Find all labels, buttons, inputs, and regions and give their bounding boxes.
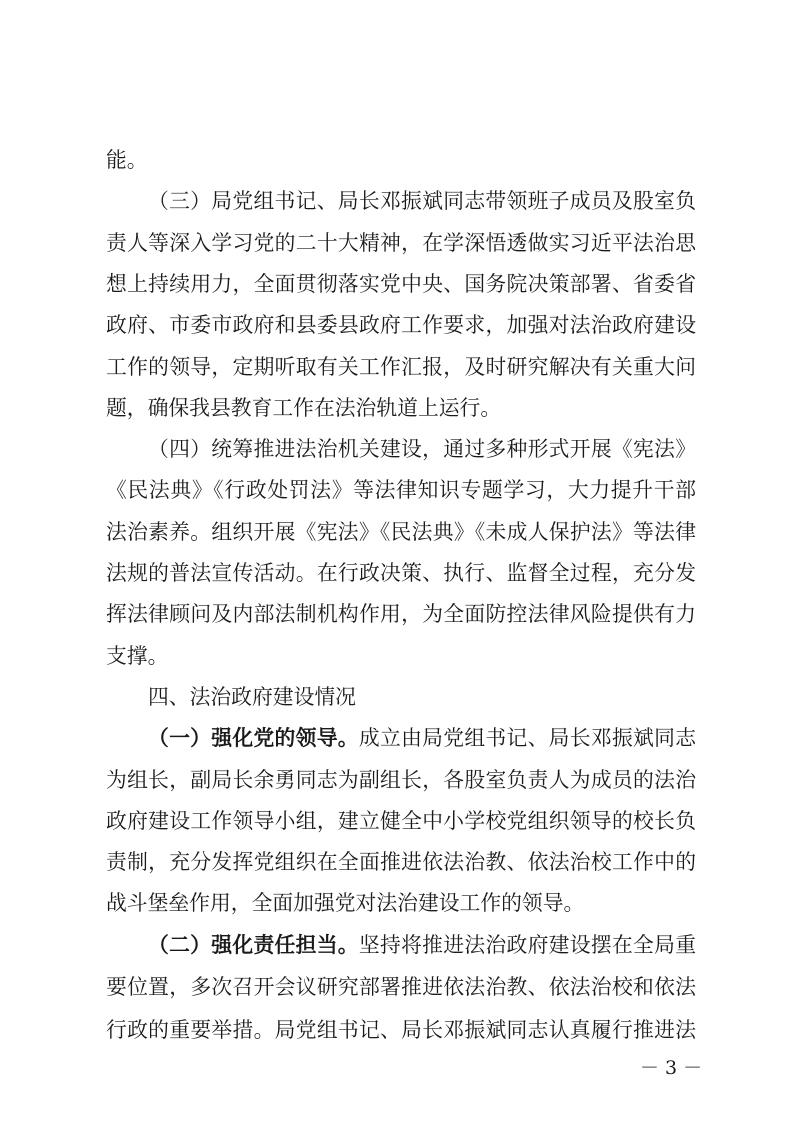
paragraph-line: 法规的普法宣传活动。在行政决策、执行、监督全过程，充分发 — [106, 561, 696, 585]
paragraph-line: 责制，充分发挥党组织在全面推进依法治教、依法治校工作中的 — [106, 850, 696, 875]
paragraph-line: 工作的领导，定期听取有关工作汇报，及时研究解决有关重大问 — [106, 354, 696, 379]
paragraph-line: 要位置，多次召开会议研究部署推进依法治教、依法治校和依法 — [106, 975, 696, 999]
paragraph-line — [148, 718, 696, 758]
paragraph-line: 挥法律顾问及内部法制机构作用，为全面防控法律风险提供有力 — [106, 602, 696, 627]
paragraph-line: 战斗堡垒作用，全面加强党对法治建设工作的领导。 — [106, 891, 585, 916]
paragraph-line-text: 成立由局党组书记、局长邓振斌同志 — [358, 726, 697, 751]
paragraph-line: 《民法典》《行政处罚法》等法律知识专题学习，大力提升干部 — [106, 478, 696, 503]
paragraph-line: 题，确保我县教育工作在法治轨道上运行。 — [106, 395, 502, 420]
paragraph-line: 责人等深入学习党的二十大精神，在学深悟透做实习近平法治思 — [106, 230, 696, 255]
section-heading: 四、法治政府建设情况 — [148, 684, 356, 709]
paragraph-line: 行政的重要举措。局党组书记、局长邓振斌同志认真履行推进法 — [106, 1018, 696, 1042]
paragraph-line: 能。 — [106, 148, 148, 172]
paragraph-line — [148, 925, 696, 965]
paragraph-line: 法治素养。组织开展《宪法》《民法典》《未成人保护法》等法律 — [106, 519, 696, 544]
paragraph-line: （三）局党组书记、局长邓振斌同志带领班子成员及股室负 — [148, 189, 696, 214]
paragraph-bold-lead: （一）强化党的领导。 — [148, 726, 359, 751]
paragraph-bold-lead: （二）强化责任担当。 — [148, 932, 359, 957]
page-number: － 3 － — [640, 1057, 703, 1079]
paragraph-line: 政府、市委市政府和县委县政府工作要求，加强对法治政府建设 — [106, 313, 696, 338]
paragraph-line: 想上持续用力，全面贯彻落实党中央、国务院决策部署、省委省 — [106, 271, 696, 296]
paragraph-line: 支撑。 — [106, 643, 169, 668]
paragraph-line: 为组长，副局长余勇同志为副组长，各股室负责人为成员的法治 — [106, 767, 696, 792]
paragraph-line-text: 坚持将推进法治政府建设摆在全局重 — [358, 932, 697, 957]
paragraph-line: （四）统筹推进法治机关建设，通过多种形式开展《宪法》 — [148, 437, 696, 462]
paragraph-line: 政府建设工作领导小组，建立健全中小学校党组织领导的校长负 — [106, 808, 696, 833]
